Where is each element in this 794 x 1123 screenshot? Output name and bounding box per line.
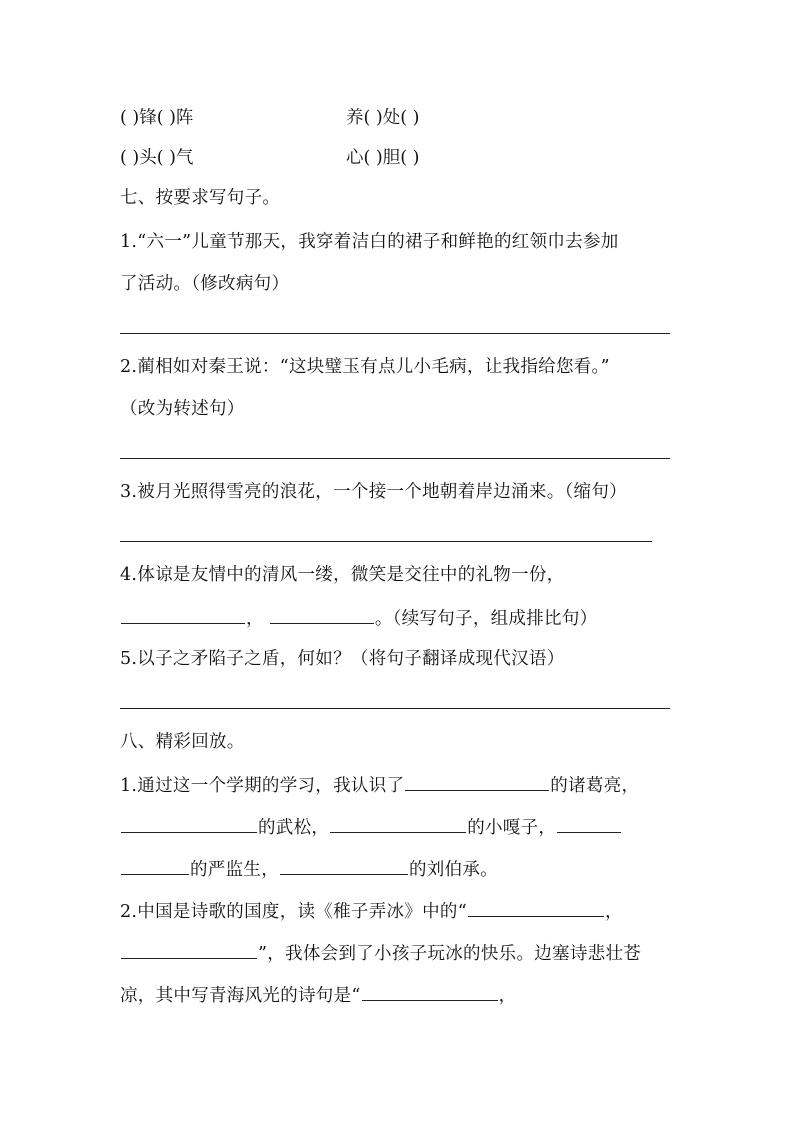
s7-q2-line2: （改为转述句）	[120, 399, 245, 419]
s8-q1-zhuge: 的诸葛亮，	[550, 776, 640, 796]
s7-q4-line1: 4.体谅是友情中的清风一缕，微笑是交往中的礼物一份，	[120, 565, 565, 585]
s8-q1-blank-yanjiansheng-b[interactable]	[121, 856, 189, 875]
s8-q1-line1	[120, 772, 639, 798]
s7-q4-line2	[120, 605, 597, 631]
s8-q2-line3-text: 凉，其中写青海风光的诗句是“	[120, 986, 361, 1006]
s8-q1-blank-zhuge[interactable]	[405, 772, 549, 791]
s8-q1-blank-wusong[interactable]	[121, 814, 257, 833]
s8-q2-end: ，	[498, 986, 517, 1006]
s8-q2-start: 2.中国是诗歌的国度，读《稚子弄冰》中的“	[120, 902, 467, 922]
section8-heading: 八、精彩回放。	[120, 732, 245, 752]
s7-q2-line1: 2.蔺相如对秦王说：“这块璧玉有点儿小毛病，让我指给您看。”	[120, 357, 610, 377]
s8-q1-blank-xiaogazi[interactable]	[330, 814, 466, 833]
idiom-row2-right: 心( )胆( )	[346, 148, 420, 168]
s8-q2-line1	[120, 898, 623, 924]
s8-q1-start: 1.通过这一个学期的学习，我认识了	[120, 776, 405, 796]
s7-q2-answer-line[interactable]	[120, 458, 670, 459]
s7-q1-answer-line[interactable]	[120, 333, 670, 334]
s8-q2-blank-1[interactable]	[468, 898, 604, 917]
s7-q1-line2: 了活动。（修改病句）	[120, 274, 290, 294]
s8-q1-blank-liubocheng[interactable]	[280, 856, 408, 875]
s8-q2-blank-2[interactable]	[121, 940, 257, 959]
s8-q2-line3	[120, 982, 516, 1008]
s7-q4-blank-1[interactable]	[121, 605, 245, 624]
s8-q1-line2	[120, 814, 622, 840]
s8-q1-blank-yanjiansheng-a[interactable]	[557, 814, 621, 833]
s8-q1-yanjiansheng: 的严监生，	[190, 860, 279, 880]
s7-q3: 3.被月光照得雪亮的浪花，一个接一个地朝着岸边涌来。（缩句）	[120, 482, 627, 502]
s8-q1-line3	[120, 856, 498, 882]
s7-q4-sep: ，	[246, 609, 264, 629]
idiom-row1-right: 养( )处( )	[346, 108, 420, 128]
s7-q4-end: 。（续写句子，组成排比句）	[374, 609, 598, 629]
s7-q3-answer-line[interactable]	[120, 541, 652, 542]
s8-q2-line2	[120, 940, 641, 966]
s8-q1-xiaogazi: 的小嘎子，	[467, 818, 557, 838]
s8-q2-blank-3[interactable]	[362, 982, 498, 1001]
s7-q1-line1: 1.“六一”儿童节那天，我穿着洁白的裙子和鲜艳的红领巾去参加	[120, 232, 619, 252]
s7-q5: 5.以子之矛陷子之盾，何如？（将句子翻译成现代汉语）	[120, 649, 565, 669]
s8-q2-comma: ，	[604, 902, 623, 922]
s8-q1-liubocheng: 的刘伯承。	[409, 860, 498, 880]
s7-q4-blank-2[interactable]	[270, 605, 374, 624]
s8-q1-wusong: 的武松，	[258, 818, 330, 838]
section7-heading: 七、按要求写句子。	[120, 188, 281, 208]
s8-q2-mid: ”，我体会到了小孩子玩冰的快乐。边塞诗悲壮苍	[258, 944, 642, 964]
s7-q5-answer-line[interactable]	[120, 708, 670, 709]
idiom-row2-left: ( )头( )气	[120, 148, 194, 168]
idiom-row1-left: ( )锋( )阵	[120, 108, 194, 128]
